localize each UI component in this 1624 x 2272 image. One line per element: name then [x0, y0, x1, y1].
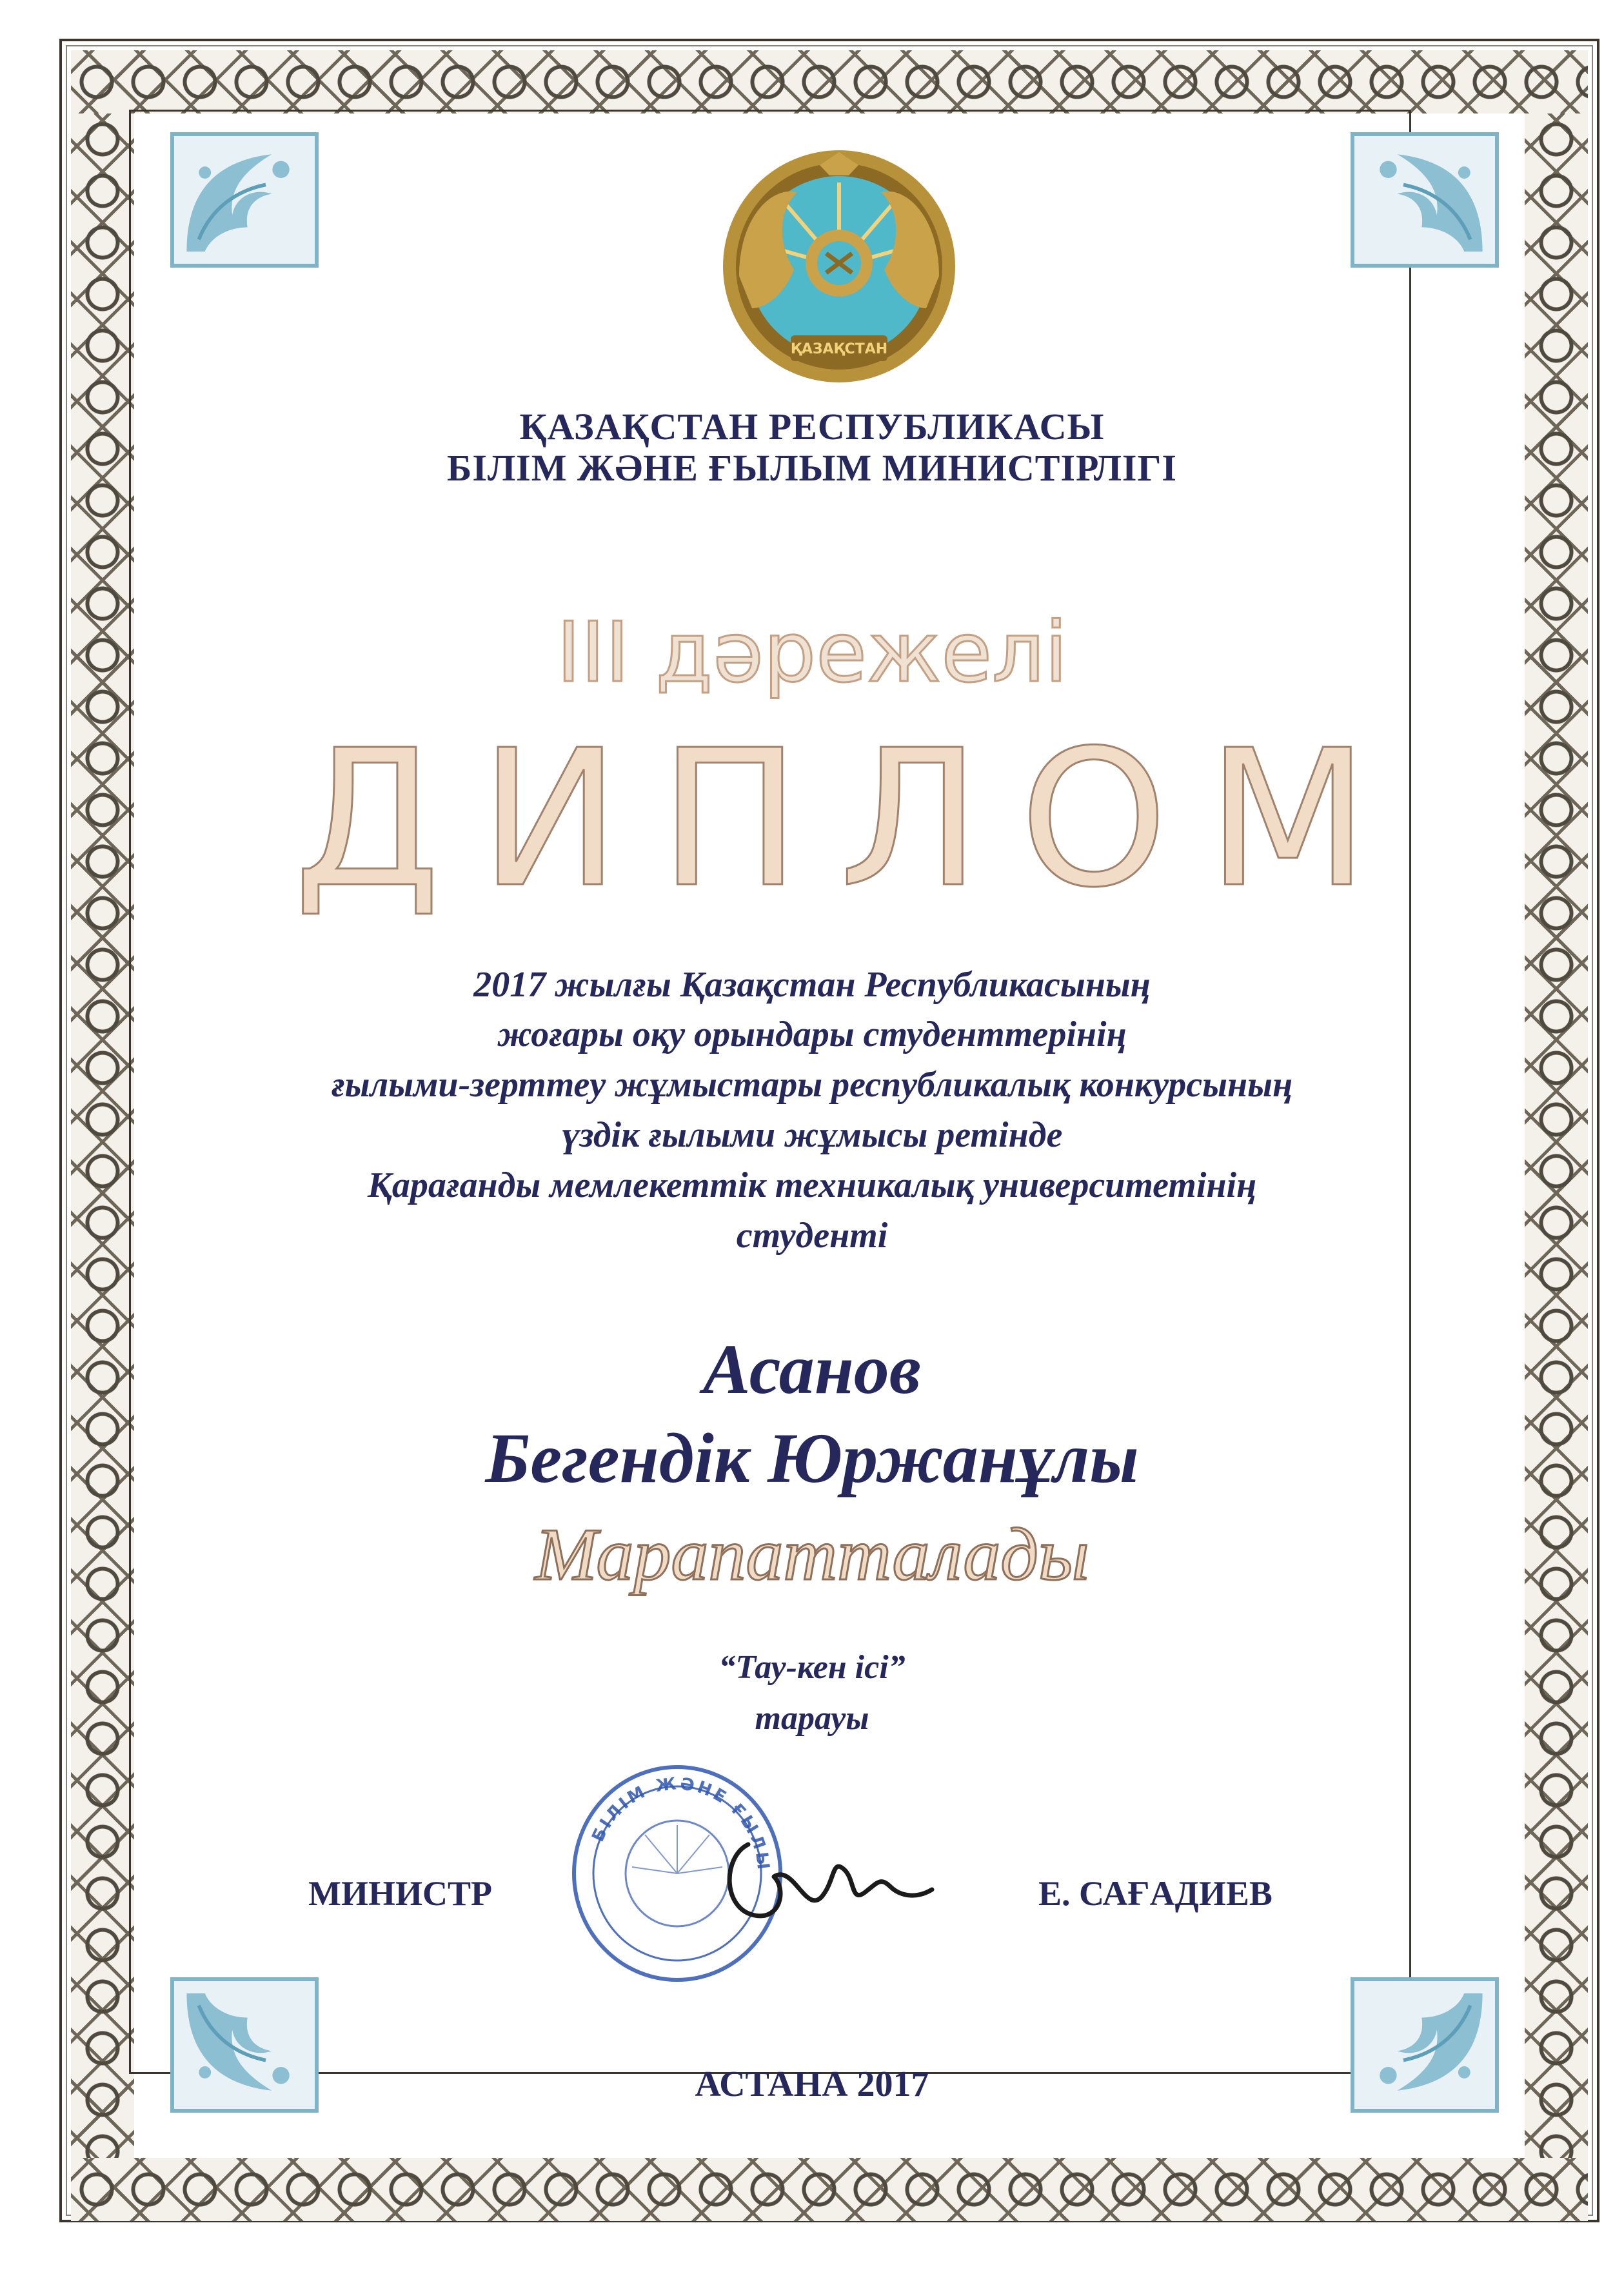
section-name: “Тау-кен ісі” — [718, 1649, 906, 1686]
ornament-icon — [1354, 136, 1495, 264]
citation-line: жоғары оқу орындары студенттерінің — [497, 1014, 1127, 1054]
diploma-degree: III дәрежелі — [556, 605, 1068, 701]
section-word: тарауы — [755, 1700, 869, 1737]
citation-line: ғылыми-зерттеу жұмыстары республикалық конкурсының — [331, 1065, 1293, 1105]
state-emblem-icon — [713, 147, 965, 392]
signatory-name: Е. САҒАДИЕВ — [1038, 1874, 1272, 1913]
recipient-surname: Асанов — [703, 1330, 921, 1408]
place-and-year: АСТАНА 2017 — [695, 2064, 929, 2104]
ornamental-border-bottom — [71, 2158, 1588, 2221]
citation-line: Қарағанды мемлекеттік техникалық университетінің — [367, 1165, 1257, 1205]
minister-signature — [709, 1819, 942, 1935]
signatory-position: МИНИСТР — [308, 1874, 492, 1913]
recipient-given-names: Бегендік Юржанұлы — [485, 1419, 1139, 1497]
stamp-text: БІЛІМ ЖӘНЕ ҒЫЛЫ — [588, 1773, 773, 1873]
ornament-icon — [174, 136, 315, 264]
emblem-label: ҚАЗАҚСТАН — [790, 341, 888, 357]
ministry-name-line2: БІЛІМ ЖӘНЕ ҒЫЛЫМ МИНИСТІРЛІГІ — [447, 447, 1177, 489]
citation-line: 2017 жылғы Қазақстан Республикасының — [473, 965, 1151, 1005]
citation-line: студенті — [736, 1216, 888, 1256]
citation-line: үздік ғылыми жұмысы ретінде — [561, 1115, 1063, 1155]
award-word: Марапатталады — [535, 1514, 1089, 1596]
ministry-name-line1: ҚАЗАҚСТАН РЕСПУБЛИКАСЫ — [519, 406, 1105, 448]
corner-ornament-top-left — [170, 132, 319, 268]
corner-ornament-top-right — [1351, 132, 1499, 268]
diploma-title: ДИПЛОМ — [293, 709, 1408, 929]
ornamental-border-top — [71, 50, 1588, 114]
